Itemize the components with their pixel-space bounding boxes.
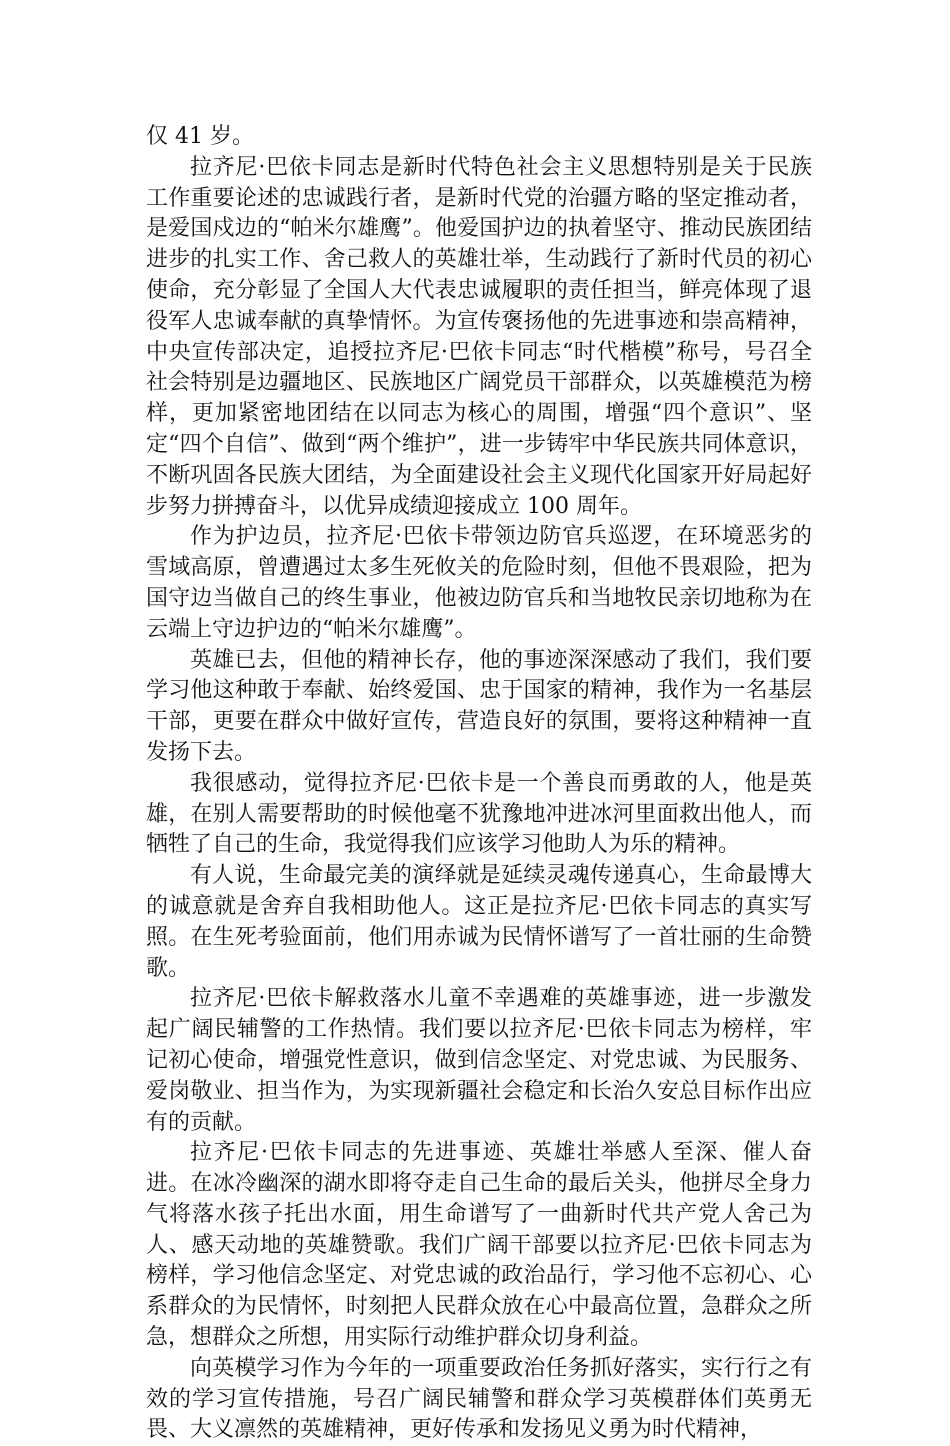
paragraph-3: 作为护边员，拉齐尼·巴依卡带领边防官兵巡逻，在环境恶劣的雪域高原，曾遭遇过太多生死攸关的危险时刻，但他不畏艰险，把为国守边当做自己的终生事业，他被边防官兵和当地牧民亲切地称为在云端上守边护边的“帕米尔雄鹰”。 <box>146 524 812 642</box>
paragraph-5: 我很感动，觉得拉齐尼·巴依卡是一个善良而勇敢的人，他是英雄，在别人需要帮助的时候他毫不犹豫地冲进冰河里面救出他人，而牺牲了自己的生命，我觉得我们应该学习他助人为乐的精神。 <box>146 770 812 858</box>
paragraph-2: 拉齐尼·巴依卡同志是新时代特色社会主义思想特别是关于民族工作重要论述的忠诚践行者，是新时代党的治疆方略的坚定推动者，是爱国戍边的“帕米尔雄鹰”。他爱国护边的执着坚守、推动民族团结进步的扎实工作、舍己救人的英雄壮举，生动践行了新时代员的初心使命，充分彰显了全国人大代表忠诚履职的责任担当，鲜亮体现了退役军人忠诚奉献的真挚情怀。为宣传褒扬他的先进事迹和崇高精神，中央宣传部决定，追授拉齐尼·巴依卡同志“时代楷模”称号，号召全社会特别是边疆地区、民族地区广阔党员干部群众，以英雄模范为榜样，更加紧密地团结在以同志为核心的周围，增强“四个意识”、坚定“四个自信”、做到“两个维护”，进一步铸牢中华民族共同体意识，不断巩固各民族大团结，为全面建设社会主义现代化国家开好局起好步努力拼搏奋斗，以优异成绩迎接成立 100 周年。 <box>146 154 812 519</box>
paragraph-7: 拉齐尼·巴依卡解救落水儿童不幸遇难的英雄事迹，进一步激发起广阔民辅警的工作热情。我们要以拉齐尼·巴依卡同志为榜样，牢记初心使命，增强党性意识，做到信念坚定、对党忠诚、为民服务、爱岗敬业、担当作为，为实现新疆社会稳定和长治久安总目标作出应有的贡献。 <box>146 986 812 1135</box>
paragraph-6: 有人说，生命最完美的演绎就是延续灵魂传递真心，生命最博大的诚意就是舍弃自我相助他人。这正是拉齐尼·巴依卡同志的真实写照。在生死考验面前，他们用赤诚为民情怀谱写了一首壮丽的生命赞歌。 <box>146 863 812 981</box>
paragraph-8: 拉齐尼·巴依卡同志的先进事迹、英雄壮举感人至深、催人奋进。在冰冷幽深的湖水即将夺走自己生命的最后关头，他拼尽全身力气将落水孩子托出水面，用生命谱写了一曲新时代共产党人舍己为人、感天动地的英雄赞歌。我们广阔干部要以拉齐尼·巴依卡同志为榜样，学习他信念坚定、对党忠诚的政治品行，学习他不忘初心、心系群众的为民情怀，时刻把人民群众放在心中最高位置，急群众之所急，想群众之所想，用实际行动维护群众切身利益。 <box>146 1140 812 1351</box>
paragraph-1: 仅 41 岁。 <box>146 124 254 149</box>
paragraph-9: 向英模学习作为今年的一项重要政治任务抓好落实，实行行之有效的学习宣传措施，号召广阔民辅警和群众学习英模群体们英勇无畏、大义凛然的英雄精神，更好传承和发扬见义勇为时代精神， <box>146 1355 812 1443</box>
document-body <box>146 122 812 1446</box>
paragraph-4: 英雄已去，但他的精神长存，他的事迹深深感动了我们，我们要学习他这种敢于奉献、始终爱国、忠于国家的精神，我作为一名基层干部，更要在群众中做好宣传，营造良好的氛围，要将这种精神一直发扬下去。 <box>146 647 812 765</box>
